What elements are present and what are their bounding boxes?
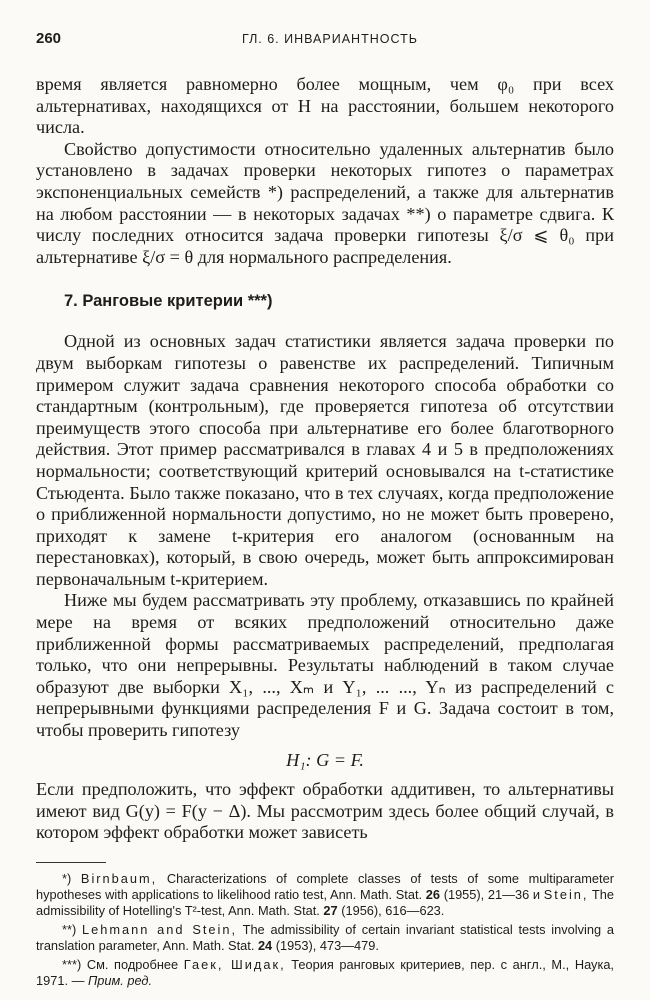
footnote-3-text-b: Теория ранговых критериев, пер. с англ., М., Наука, 1971. —: [36, 957, 614, 988]
footnote-2-text-a: The admissibility of certain invariant statistical tests involving a translation parameter, Ann. Math. Stat.: [36, 922, 614, 953]
footnote-1-text-d: (1956), 616—623.: [337, 903, 445, 918]
footnote-1-text-b: (1955), 21—36 и: [440, 887, 544, 902]
running-head: ГЛ. 6. ИНВАРИАНТНОСТЬ: [242, 32, 418, 46]
footnote-1-volume-a: 26: [425, 887, 440, 902]
footnote-1: [36, 871, 614, 919]
section-title: 7. Ранговые критерии ***): [64, 292, 273, 311]
formula-hypothesis: H₁: G = F.: [286, 749, 364, 770]
footnote-1-author: Birnbaum,: [80, 871, 158, 886]
footnote-2: [36, 922, 614, 954]
footnote-2-mark: **): [62, 922, 77, 937]
book-page: [36, 30, 614, 992]
footnote-1-text-c: The admissibility of Hotelling's T²-test, Ann. Math. Stat.: [36, 887, 614, 918]
footnote-1-text-a: Characterizations of complete classes of tests of some multiparameter hypotheses with applications to likelihood ratio test, Ann. Math. Stat.: [36, 871, 614, 902]
page-header: [36, 30, 614, 56]
footnote-3-text-a: См. подробнее: [81, 957, 184, 972]
footnote-1-volume-b: 27: [323, 903, 338, 918]
footnote-2-author: Lehmann and Stein,: [82, 922, 238, 937]
footnote-1-mark: *): [62, 871, 72, 886]
footnote-3-editor-note: Прим. ред.: [87, 973, 153, 988]
paragraph-3: Одной из основных задач статистики является задача проверки по двум выборкам гипотезы о равенстве их распределений. Типичным примером служит задача сравнения некоторого способа обработки со стандартным (контрольным), где проверяется гипотеза об отсутствии преимуществ этого способа при альтернативе его более благотворного действия. Этот пример рассматривался в главах 4 и 5 в предположениях нормальности; соответствующий критерий основывался на t-статистике Стьюдента. Было также показано, что в тех случаях, когда предположение о приближенной нормальности допустимо, но не может быть проверено, приходят к замене t-критерия его аналогом (основанным на перестановках), который, в свою очередь, может быть аппроксимирован первоначальным t-критерием.: [36, 331, 614, 589]
paragraph-4: Ниже мы будем рассматривать эту проблему, отказавшись по крайней мере на время от всяких предположений относительно даже приближенной формы рассматриваемых распределений, предполагая только, что они непрерывны. Результаты наблюдений в таком случае образуют две выборки X₁, ..., Xₘ и Y₁, ... ..., Yₙ из распределений с непрерывными функциями распределения F и G. Задача состоит в том, чтобы проверить гипотезу: [36, 590, 614, 741]
footnote-3-author: Гаек, Шидак,: [183, 957, 286, 972]
footnote-3: [36, 957, 614, 989]
paragraph-5: Если предположить, что эффект обработки аддитивен, то альтернативы имеют вид G(y) = F(y − Δ). Мы рассмотрим здесь более общий случай, в котором эффект обработки может зависеть: [36, 779, 614, 843]
footnote-1-author-2: Stein,: [543, 887, 589, 902]
paragraph-2: Свойство допустимости относительно удаленных альтернатив было установлено в задачах проверки некоторых гипотез о параметрах экспоненциальных семейств *) распределений, а также для альтернатив на любом расстоянии — в некоторых задачах **) о параметре сдвига. К числу последних относится задача проверки гипотезы ξ/σ ⩽ θ₀ при альтернативе ξ/σ = θ для нормального распределения.: [36, 138, 614, 267]
paragraph-1: время является равномерно более мощным, чем φ₀ при всех альтернативах, находящихся от H на расстоянии, большем некоторого числа.: [36, 74, 614, 138]
footnote-2-volume: 24: [257, 938, 273, 953]
footnote-3-mark: ***): [62, 957, 82, 972]
footnote-divider: [36, 862, 106, 863]
footnote-2-text-b: (1953), 473—479.: [272, 938, 379, 953]
page-number: 260: [36, 30, 62, 47]
